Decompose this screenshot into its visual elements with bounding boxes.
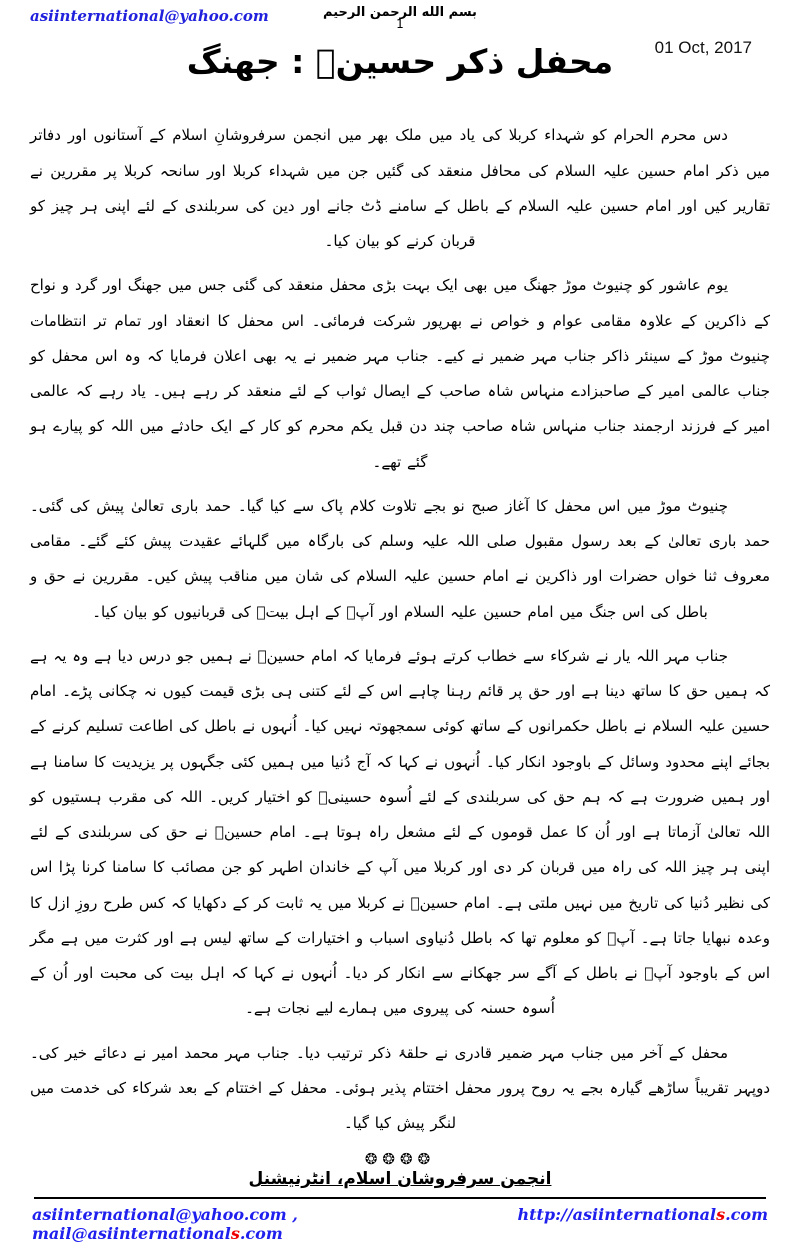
footer-email-links[interactable]	[32, 1205, 517, 1243]
footer-url-text: http://asiinternational	[517, 1205, 717, 1225]
article-body	[30, 118, 770, 1141]
flower-ornaments-icon: ❂❂❂❂	[364, 1150, 436, 1169]
paragraph-2: یوم عاشور کو چنیوٹ موڑ جھنگ میں بھی ایک بہت بڑی محفل منعقد کی گئی جس میں جھنگ اور گرد و نواح کے ذاکرین کے علاوہ مقامی عوام و خواص نے بھرپور شرکت فرمائی۔ اس محفل کا انعقاد اور تمام تر انتظامات چنیوٹ موڑ کے سینئر ذاکر جناب مہر ضمیر نے کیے۔ جناب مہر ضمیر نے یہ بھی اعلان فرمایا کہ وہ اس محفل کو جناب عالمی امیر کے صاحبزادے منہاس شاہ صاحب کے ایصال ثواب کے لئے منعقد کر رہے ہیں۔ یاد رہے کہ عالمی امیر کے فرزند ارجمند جناب منہاس شاہ صاحب چند دن قبل یکم محرم کو کار کے ایک حادثے میں اللہ کو پیارے ہو گئے تھے۔	[30, 276, 770, 471]
top-header	[30, 5, 770, 30]
footer-url-red-s: s	[716, 1205, 726, 1225]
footer-links-row	[30, 1205, 770, 1243]
header-email-link[interactable]: asiinternational@yahoo.com	[30, 7, 269, 25]
bismillah-block	[323, 5, 477, 30]
paragraph-3: چنیوٹ موڑ میں اس محفل کا آغاز صبح نو بجے تلاوت کلام پاک سے کیا گیا۔ حمد باری تعالیٰ پیش کی گئی۔ حمد باری تعالیٰ کے بعد رسول مقبول صلی اللہ علیہ وسلم کی بارگاہ میں گلہائے عقیدت پیش کئے گئے۔ مقامی معروف ثنا خواں حضرات اور ذاکرین نے امام حسین علیہ السلام کی شان میں مناقب پیش کیں۔ مقررین نے حق و باطل کی اس جنگ میں امام حسین علیہ السلام اور آپؑ کے اہل بیتؑ کی قربانیوں کو بیان کیا۔	[30, 496, 770, 621]
bismillah-text: بسم الله الرحمن الرحيم	[323, 5, 477, 20]
paragraph-4: جناب مہر اللہ یار نے شرکاء سے خطاب کرتے ہوئے فرمایا کہ امام حسینؑ نے ہمیں جو درس دیا ہے وہ یہ ہے کہ ہمیں حق کا ساتھ دینا ہے اور حق پر قائم رہنا چاہے اس کے لئے کتنی ہی بڑی قیمت کیوں نہ چکانی پڑے۔ امام حسین علیہ السلام نے باطل حکمرانوں کے ساتھ کوئی سمجھوتہ نہیں کیا۔ اُنہوں نے باطل کی اطاعت تسلیم کرنے کے بجائے اپنے محدود وسائل کے باوجود انکار کیا۔ اُنہوں نے کہا کہ آج دُنیا میں ہمیں کئی جگہوں پر یزیدیت کا سامنا ہے اور ہمیں ضرورت ہے کہ ہم حق کی سربلندی کے لئے اُسوہ حسینیؑ کو اختیار کریں۔ اللہ کی مقرب ہستیوں کو اللہ تعالیٰ آزماتا ہے اور اُن کا عمل قوموں کے لئے مشعل راہ ہوتا ہے۔ امام حسینؑ نے حق کی سربلندی کے لئے اپنی ہر چیز اللہ کی راہ میں قربان کر دی اور کربلا میں آپ کے خاندان اطہر کو جن مصائب کا سامنا کرنا پڑا اس کی نظیر دُنیا کی تاریخ میں نہیں ملتی ہے۔ امام حسینؑ نے کربلا میں یہ ثابت کر کے دکھایا کہ کس طرح روزِ ازل کا وعدہ نبھایا جاتا ہے۔ آپؑ کو معلوم تھا کہ باطل دُنیاوی اسباب و اختیارات کے ساتھ لیس ہے اور کثرت میں ہے مگر اس کے باوجود آپؑ نے باطل کے آگے سر جھکانے سے انکار کر دیا۔ اُنہوں نے کہا کہ اہل بیت کی محبت اور اُن کے اُسوہ حسنہ کی پیروی میں ہمارے لیے نجات ہے۔	[30, 646, 770, 1018]
footer-email-text: asiinternational@yahoo.com , mail@asiinternational	[32, 1205, 298, 1244]
page-number: 1	[396, 17, 404, 32]
footer-email-red-s: s	[230, 1224, 240, 1244]
organization-name: انجمن سرفروشان اسلام، انٹرنیشنل	[248, 1169, 552, 1190]
footer-email-suffix: .com	[239, 1224, 283, 1244]
footer-website-link[interactable]	[517, 1205, 768, 1224]
document-date: 01 Oct, 2017	[654, 38, 752, 58]
paragraph-1: دس محرم الحرام کو شہداء کربلا کی یاد میں ملک بھر میں انجمن سرفروشانِ اسلام کے آستانوں اور دفاتر میں ذکر امام حسین علیہ السلام کی محافل منعقد کی گئیں جن میں شہداء کربلا اور سانحہ کربلا پر مقررین نے تقاریر کیں اور امام حسین علیہ السلام کے باطل کے سامنے ڈٹ جانے اور دین کی سربلندی کے لئے اپنی ہر چیز کو قربان کرنے کو بیان کیا۔	[30, 126, 770, 250]
footer-url-suffix: .com	[725, 1205, 768, 1225]
footer-divider	[34, 1197, 766, 1199]
page-title: محفل ذکر حسینؑ : جھنگ	[186, 42, 614, 82]
title-row	[30, 36, 770, 108]
paragraph-5: محفل کے آخر میں جناب مہر ضمیر قادری نے حلقۂ ذکر ترتیب دیا۔ جناب مہر محمد امیر نے دعائے خیر کی۔ دوپہر تقریباً ساڑھے گیارہ بجے یہ روح پرور محفل اختتام پذیر ہوئی۔ محفل کے اختتام کے بعد شرکاء کی خدمت میں لنگر پیش کیا گیا۔	[30, 1043, 770, 1132]
